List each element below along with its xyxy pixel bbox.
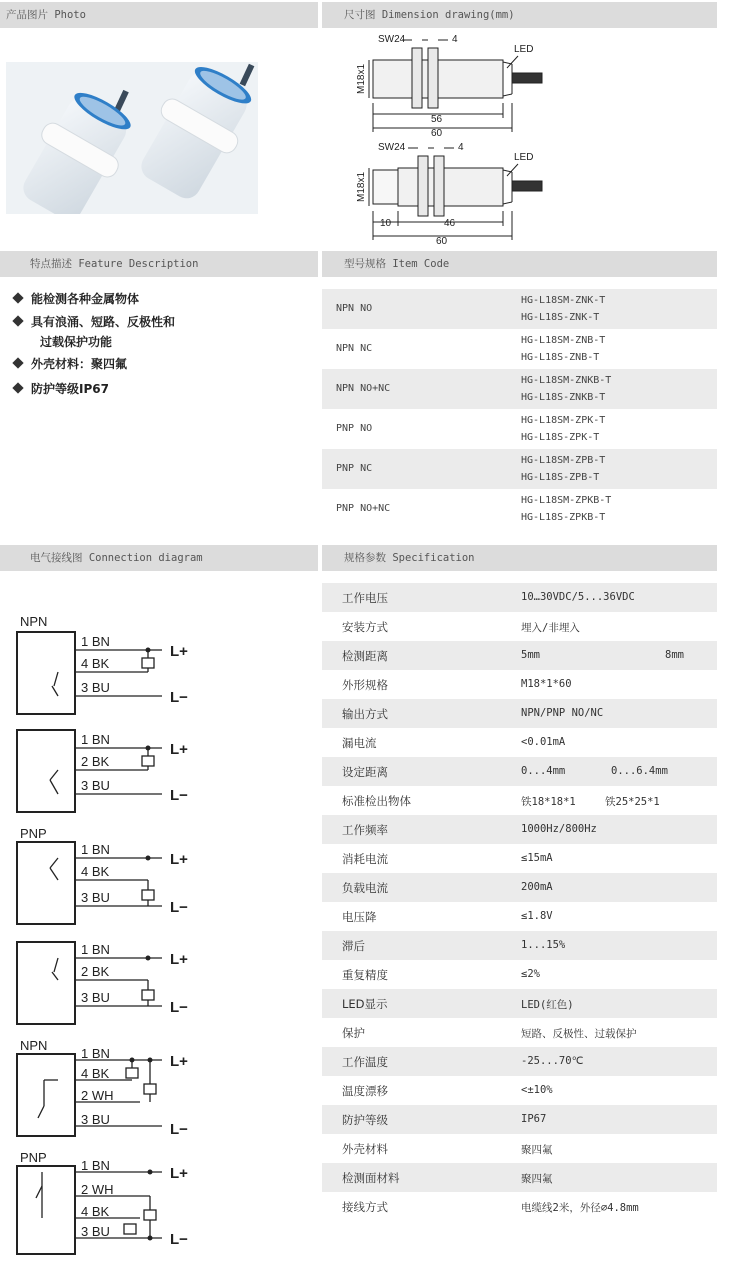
feature-header-text: 特点描述 Feature Description [30,258,199,270]
dim-top-a: 56 [431,114,443,125]
photo-header-text: 产品图片 Photo [6,9,86,21]
spec-label: 工作温度 [342,1055,388,1069]
spec-label: 电压降 [342,910,377,924]
spec-value: 10…30VDC/5...36VDC [521,591,635,603]
item-code-row [322,369,717,409]
supply-minus: L− [170,1121,188,1138]
supply-plus: L+ [170,643,188,660]
spec-label: 检测距离 [342,649,388,663]
spec-label: 检测面材料 [342,1171,400,1185]
spec-row [322,1134,717,1163]
wire-label: 3 BU [81,680,110,695]
spec-value: 埋入/非埋入 [521,622,580,634]
item-code: HG-L18SM-ZNKB-T [521,375,612,386]
spec-value-secondary: 铁25*25*1 [605,796,660,808]
dim-bottom-a: 10 [380,218,392,229]
feature-text: 能检测各种金属物体 [31,292,140,306]
specification-header-text: 规格参数 Specification [344,552,475,564]
feature-item-continued [40,333,112,350]
item-type: PNP NC [336,463,373,474]
connection-header [0,545,318,571]
spec-value: 200mA [521,881,553,893]
spec-label: 漏电流 [342,736,377,750]
spec-row [322,844,717,873]
spec-value: LED(红色) [521,999,574,1011]
spec-value: 1...15% [521,939,566,951]
spec-row [322,641,717,670]
dim-led-bottom: LED [514,152,534,163]
supply-plus: L+ [170,951,188,968]
wire-label: 2 BK [81,964,110,979]
spec-value: 铁18*18*1 [521,796,576,808]
item-type: NPN NO+NC [336,383,391,394]
spec-row [322,989,717,1018]
wire-label: 1 BN [81,732,110,747]
spec-label: 消耗电流 [342,852,388,866]
spec-value: ≤15mA [521,852,553,864]
dim-led-top: LED [514,44,534,55]
item-code: HG-L18S-ZNK-T [521,312,600,323]
dimension-drawing-svg [340,28,560,248]
item-code-row [322,449,717,489]
supply-minus: L− [170,689,188,706]
wire-label: 1 BN [81,842,110,857]
dim-bottom-b: 46 [444,218,456,229]
wire-label: 3 BU [81,890,110,905]
spec-value: M18*1*60 [521,678,572,690]
item-code: HG-L18SM-ZPK-T [521,415,606,426]
wiring-npn-label: NPN [20,614,48,629]
feature-text: 防护等级IP67 [31,382,109,396]
wire-label: 1 BN [81,1158,110,1173]
item-code: HG-L18S-ZNB-T [521,352,600,363]
spec-value: 电缆线2米，外径∅4.8mm [521,1202,639,1214]
spec-label: 工作频率 [342,823,388,837]
spec-row [322,902,717,931]
spec-value: <±10% [521,1084,553,1096]
feature-item [14,313,175,330]
wiring-pnp-label: PNP [20,1150,47,1165]
specification-table [0,583,730,1223]
dim-top-b: 60 [431,128,443,139]
spec-row [322,728,717,757]
item-code: HG-L18S-ZPK-T [521,432,600,443]
item-code-row [322,409,717,449]
item-type: PNP NO [336,423,373,434]
item-code: HG-L18SM-ZNB-T [521,335,606,346]
spec-value: ≤2% [521,968,540,980]
spec-value: ≤1.8V [521,910,553,922]
spec-label: 标准检出物体 [342,794,411,808]
spec-row [322,1076,717,1105]
spec-row [322,931,717,960]
item-code-row [322,489,717,529]
dim-thick-bottom: 4 [458,142,464,153]
bullet-icon [12,315,23,326]
bullet-icon [12,292,23,303]
spec-value: 短路、反极性、过载保护 [521,1028,637,1040]
wire-label: 3 BU [81,1224,110,1239]
wire-label: 3 BU [81,990,110,1005]
spec-row [322,873,717,902]
spec-label: 温度漂移 [342,1084,388,1098]
spec-value: IP67 [521,1113,547,1125]
spec-value: 0...4mm [521,765,566,777]
spec-value: NPN/PNP NO/NC [521,707,604,719]
wire-label: 1 BN [81,942,110,957]
spec-row [322,757,717,786]
spec-label: 滞后 [342,939,365,953]
product-photo-image [6,62,258,214]
spec-label: 外壳材料 [342,1142,388,1156]
dim-thick-top: 4 [452,34,458,45]
wire-label: 4 BK [81,1204,110,1219]
spec-row [322,960,717,989]
supply-plus: L+ [170,1165,188,1182]
feature-text: 外壳材料：聚四氟 [31,357,128,371]
spec-row [322,786,717,815]
spec-label: 接线方式 [342,1200,388,1214]
spec-label: 负载电流 [342,881,388,895]
item-code: HG-L18SM-ZPB-T [521,455,606,466]
dim-sw-top: SW24 [378,34,406,45]
dim-sw-bottom: SW24 [378,142,406,153]
spec-value: -25...70℃ [521,1055,584,1067]
spec-label: LED显示 [342,997,388,1011]
spec-value: 5mm [521,649,540,661]
dim-thread-bottom: M18x1 [356,171,367,202]
item-code: HG-L18S-ZNKB-T [521,392,606,403]
spec-row [322,583,717,612]
item-code: HG-L18S-ZPKB-T [521,512,606,523]
specification-header [322,545,717,571]
feature-header [0,251,318,277]
spec-label: 安装方式 [342,620,388,634]
feature-item [14,355,127,372]
spec-value: 聚四氟 [521,1144,553,1156]
item-code: HG-L18S-ZPB-T [521,472,600,483]
spec-value-secondary: 0...6.4mm [611,765,668,777]
item-code-header [322,251,717,277]
spec-label: 重复精度 [342,968,388,982]
product-photo [6,62,258,214]
item-type: NPN NC [336,343,373,354]
wire-label: 2 BK [81,754,110,769]
item-code-row [322,289,717,329]
wiring-npn-label: NPN [20,1038,48,1053]
connection-header-text: 电气接线图 Connection diagram [30,552,203,564]
supply-minus: L− [170,787,188,804]
item-code: HG-L18SM-ZNK-T [521,295,606,306]
spec-value: 聚四氟 [521,1173,553,1185]
wire-label: 4 BK [81,1066,110,1081]
spec-row [322,1192,717,1221]
supply-minus: L− [170,899,188,916]
spec-value: 1000Hz/800Hz [521,823,597,835]
feature-item [14,380,109,397]
supply-plus: L+ [170,851,188,868]
spec-label: 外形规格 [342,678,388,692]
spec-label: 防护等级 [342,1113,388,1127]
dimension-drawing [340,28,560,248]
feature-text: 过载保护功能 [40,335,113,349]
spec-label: 工作电压 [342,591,388,605]
spec-row [322,612,717,641]
feature-text: 具有浪涌、短路、反极性和 [31,315,176,329]
item-type: PNP NO+NC [336,503,391,514]
spec-row [322,699,717,728]
supply-minus: L− [170,999,188,1016]
spec-value: <0.01mA [521,736,566,748]
spec-value-secondary: 8mm [665,649,684,661]
wire-label: 3 BU [81,1112,110,1127]
dimension-header-text: 尺寸图 Dimension drawing(mm) [344,9,515,21]
bullet-icon [12,357,23,368]
wire-label: 4 BK [81,864,110,879]
dim-bottom-c: 60 [436,236,448,247]
dim-thread-top: M18x1 [356,63,367,94]
item-code-header-text: 型号规格 Item Code [344,258,450,270]
item-code: HG-L18SM-ZPKB-T [521,495,612,506]
wire-label: 2 WH [81,1088,114,1103]
spec-row [322,1047,717,1076]
wire-label: 1 BN [81,634,110,649]
spec-row [322,670,717,699]
spec-row [322,1018,717,1047]
spec-row [322,1163,717,1192]
supply-plus: L+ [170,741,188,758]
bullet-icon [12,382,23,393]
wiring-pnp-label: PNP [20,826,47,841]
wire-label: 4 BK [81,656,110,671]
supply-minus: L− [170,1231,188,1248]
photo-header [0,2,318,28]
spec-label: 输出方式 [342,707,388,721]
wire-label: 3 BU [81,778,110,793]
item-type: NPN NO [336,303,373,314]
wire-label: 2 WH [81,1182,114,1197]
spec-label: 设定距离 [342,765,388,779]
item-code-row [322,329,717,369]
spec-label: 保护 [342,1026,365,1040]
wire-label: 1 BN [81,1046,110,1061]
dimension-header [322,2,717,28]
spec-row [322,1105,717,1134]
supply-plus: L+ [170,1053,188,1070]
spec-row [322,815,717,844]
feature-item [14,290,139,307]
